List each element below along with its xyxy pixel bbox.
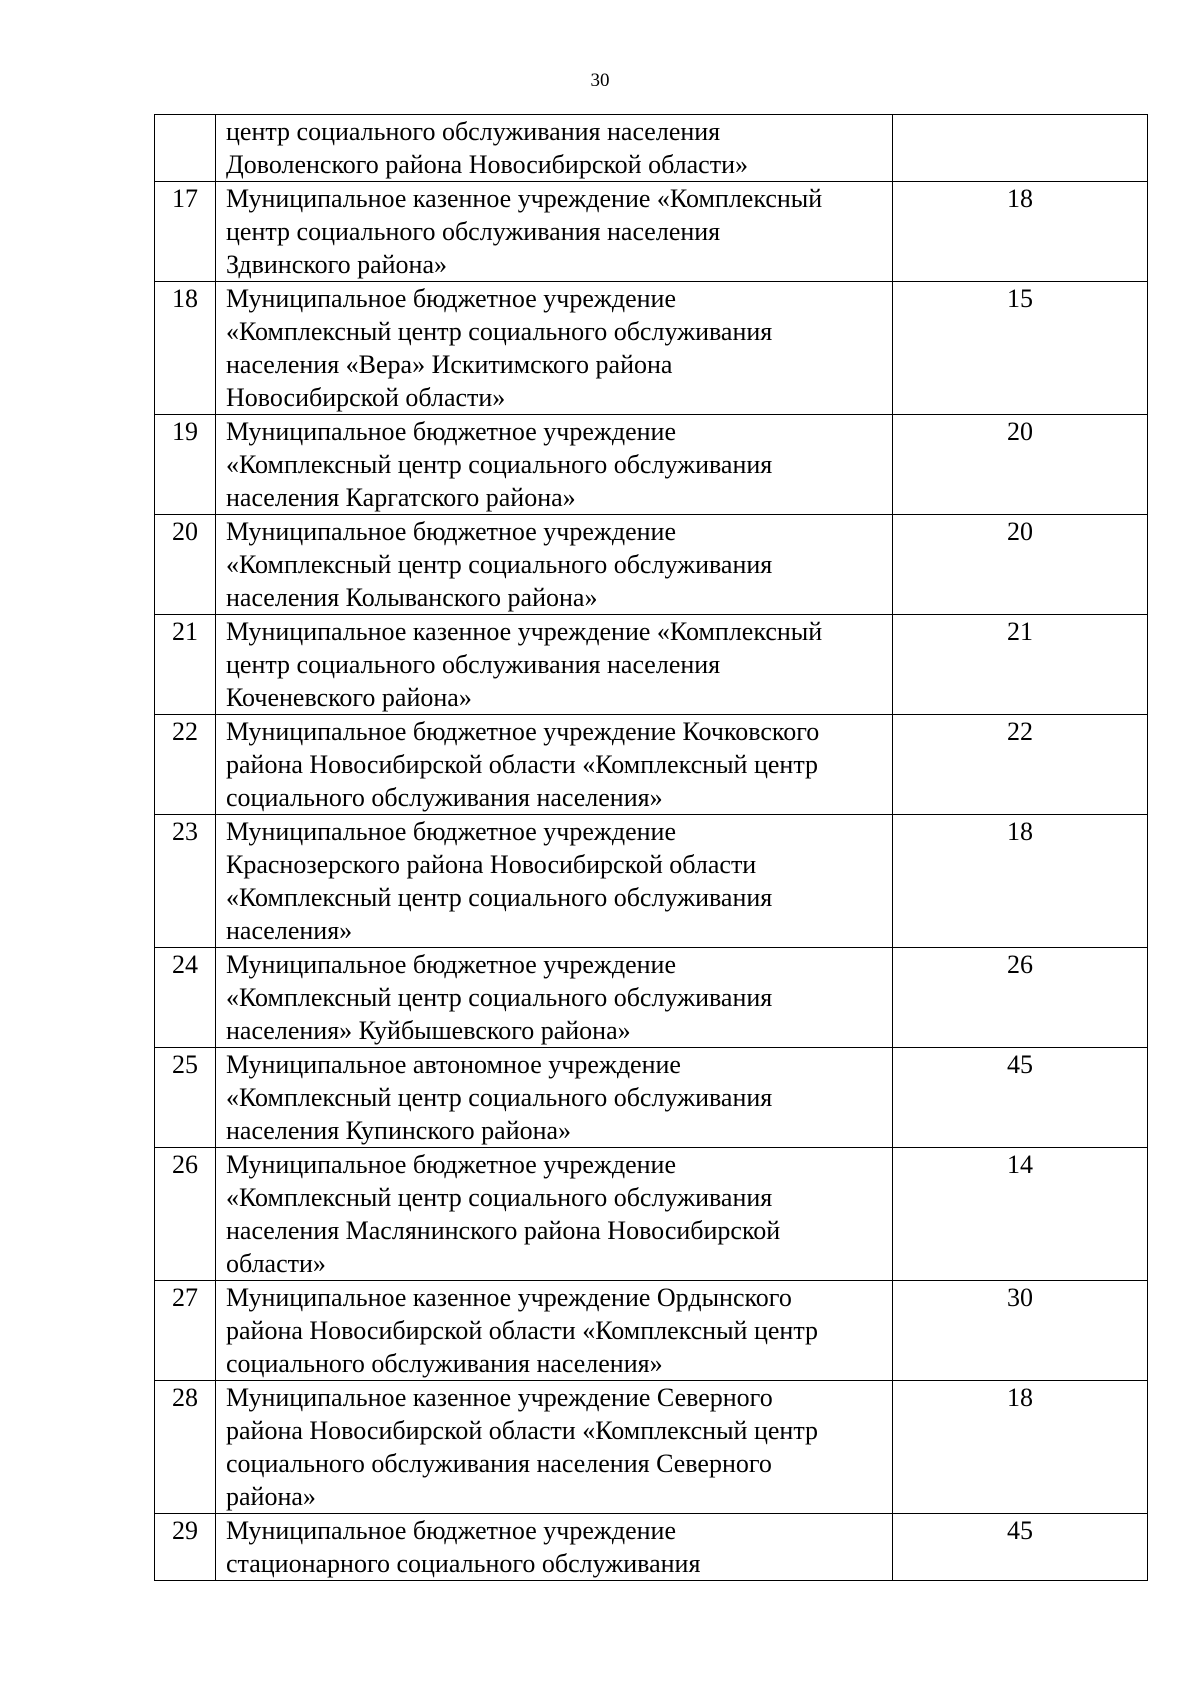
row-number-cell: 21: [155, 615, 216, 715]
value-cell: [893, 115, 1148, 182]
institution-name-cell: [216, 515, 893, 615]
institution-name-cell: [216, 615, 893, 715]
institution-name-line: Муниципальное бюджетное учреждение: [226, 417, 676, 446]
row-number-cell: 20: [155, 515, 216, 615]
institution-name-line: центр социального обслуживания населения: [226, 650, 721, 679]
institution-name-line: Здвинского района»: [226, 250, 447, 279]
value-cell: 45: [893, 1514, 1148, 1581]
row-number-cell: 23: [155, 815, 216, 948]
institution-name-line: Доволенского района Новосибирской области»: [226, 150, 748, 179]
institution-name-cell: [216, 1514, 893, 1581]
institution-name-line: Муниципальное казенное учреждение Северного: [226, 1383, 773, 1412]
institution-name-line: стационарного социального обслуживания: [226, 1549, 701, 1578]
row-number-cell: 26: [155, 1148, 216, 1281]
institution-name-line: социального обслуживания населения Северного: [226, 1449, 772, 1478]
institution-name-line: населения»: [226, 916, 353, 945]
institution-name-cell: [216, 1381, 893, 1514]
table-row: [155, 1381, 1148, 1514]
institution-name-line: центр социального обслуживания населения: [226, 117, 721, 146]
institution-name-line: населения Каргатского района»: [226, 483, 576, 512]
institution-name-line: «Комплексный центр социального обслуживания: [226, 883, 773, 912]
institution-name-line: «Комплексный центр социального обслуживания: [226, 983, 773, 1012]
institution-name-line: области»: [226, 1249, 326, 1278]
institution-name-line: Новосибирской области»: [226, 383, 506, 412]
table-row: [155, 115, 1148, 182]
institution-name-line: «Комплексный центр социального обслуживания: [226, 1083, 773, 1112]
institution-name-cell: [216, 815, 893, 948]
institution-name-line: Краснозерского района Новосибирской области: [226, 850, 757, 879]
row-number-cell: 28: [155, 1381, 216, 1514]
institution-name-cell: [216, 948, 893, 1048]
institution-name-line: населения «Вера» Искитимского района: [226, 350, 673, 379]
table-row: [155, 1048, 1148, 1148]
institution-name-line: Муниципальное бюджетное учреждение Кочковского: [226, 717, 820, 746]
institution-name-line: населения Купинского района»: [226, 1116, 572, 1145]
institution-name-line: Муниципальное бюджетное учреждение: [226, 284, 676, 313]
institution-name-line: Муниципальное бюджетное учреждение: [226, 1150, 676, 1179]
value-cell: 30: [893, 1281, 1148, 1381]
institution-name-cell: [216, 282, 893, 415]
table-body: [155, 115, 1148, 1581]
row-number-cell: 22: [155, 715, 216, 815]
table-row: [155, 1514, 1148, 1581]
institution-name-line: района Новосибирской области «Комплексный центр: [226, 750, 819, 779]
institution-name-cell: [216, 182, 893, 282]
institution-name-line: Муниципальное бюджетное учреждение: [226, 817, 676, 846]
institution-name-line: Муниципальное казенное учреждение «Комплексный: [226, 184, 823, 213]
row-number-cell: 19: [155, 415, 216, 515]
value-cell: 21: [893, 615, 1148, 715]
table-row: [155, 415, 1148, 515]
institution-name-line: «Комплексный центр социального обслуживания: [226, 317, 773, 346]
row-number-cell: 29: [155, 1514, 216, 1581]
institution-name-line: района Новосибирской области «Комплексный центр: [226, 1416, 819, 1445]
institution-name-line: населения Колыванского района»: [226, 583, 598, 612]
value-cell: 22: [893, 715, 1148, 815]
institution-name-line: Муниципальное бюджетное учреждение: [226, 517, 676, 546]
institution-name-cell: [216, 1048, 893, 1148]
institution-name-cell: [216, 415, 893, 515]
institution-name-line: Коченевского района»: [226, 683, 472, 712]
value-cell: 20: [893, 415, 1148, 515]
institution-name-cell: [216, 715, 893, 815]
value-cell: 15: [893, 282, 1148, 415]
institution-name-line: района Новосибирской области «Комплексный центр: [226, 1316, 819, 1345]
value-cell: 20: [893, 515, 1148, 615]
table-row: [155, 1148, 1148, 1281]
row-number-cell: 18: [155, 282, 216, 415]
institution-name-line: «Комплексный центр социального обслуживания: [226, 550, 773, 579]
institution-name-line: Муниципальное казенное учреждение «Комплексный: [226, 617, 823, 646]
table-row: [155, 182, 1148, 282]
table-row: [155, 282, 1148, 415]
value-cell: 18: [893, 1381, 1148, 1514]
value-cell: 14: [893, 1148, 1148, 1281]
institution-name-line: Муниципальное бюджетное учреждение: [226, 950, 676, 979]
institution-name-line: Муниципальное бюджетное учреждение: [226, 1516, 676, 1545]
institution-name-line: Муниципальное казенное учреждение Ордынского: [226, 1283, 792, 1312]
row-number-cell: 17: [155, 182, 216, 282]
table-row: [155, 615, 1148, 715]
table-row: [155, 815, 1148, 948]
institution-name-line: «Комплексный центр социального обслуживания: [226, 450, 773, 479]
institution-name-line: социального обслуживания населения»: [226, 1349, 663, 1378]
table-row: [155, 515, 1148, 615]
institution-name-line: центр социального обслуживания населения: [226, 217, 721, 246]
institutions-table: [154, 114, 1148, 1581]
institution-name-line: социального обслуживания населения»: [226, 783, 663, 812]
institution-name-line: населения» Куйбышевского района»: [226, 1016, 631, 1045]
institution-name-cell: [216, 115, 893, 182]
value-cell: 18: [893, 815, 1148, 948]
institution-name-cell: [216, 1148, 893, 1281]
table-row: [155, 715, 1148, 815]
page-number: 30: [590, 70, 610, 91]
institution-name-cell: [216, 1281, 893, 1381]
value-cell: 45: [893, 1048, 1148, 1148]
institution-name-line: населения Маслянинского района Новосибирской: [226, 1216, 781, 1245]
row-number-cell: 24: [155, 948, 216, 1048]
row-number-cell: 27: [155, 1281, 216, 1381]
row-number-cell: [155, 115, 216, 182]
value-cell: 26: [893, 948, 1148, 1048]
institution-name-line: района»: [226, 1482, 316, 1511]
row-number-cell: 25: [155, 1048, 216, 1148]
value-cell: 18: [893, 182, 1148, 282]
institution-name-line: «Комплексный центр социального обслуживания: [226, 1183, 773, 1212]
institution-name-line: Муниципальное автономное учреждение: [226, 1050, 681, 1079]
table-row: [155, 1281, 1148, 1381]
table-row: [155, 948, 1148, 1048]
